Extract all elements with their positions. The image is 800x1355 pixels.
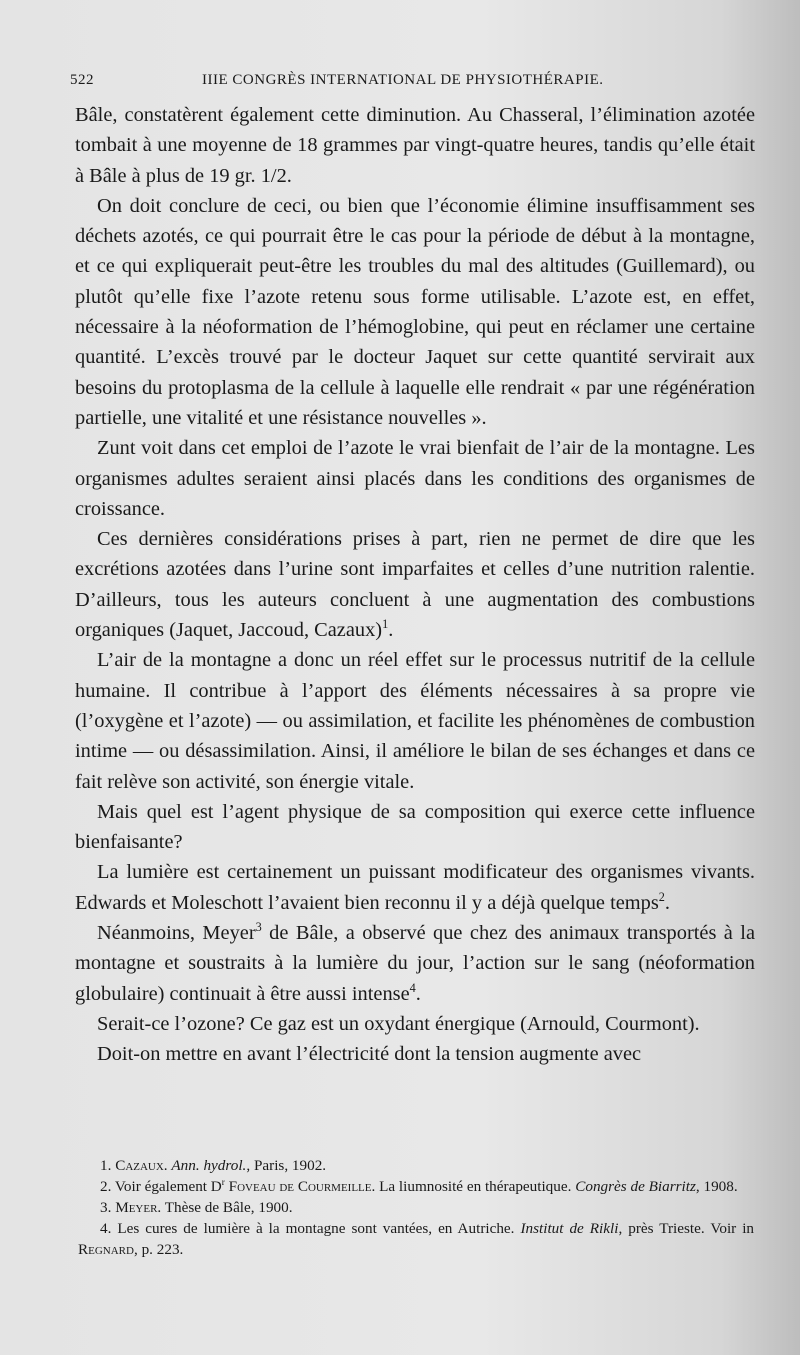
footnote: 4. Les cures de lumière à la montagne sont vantées, en Autriche. Institut de Rikli, près Trieste. Voir in Regnard, p. 223. — [78, 1220, 755, 1258]
page-number: 522 — [70, 72, 94, 88]
running-title: IIIE CONGRÈS INTERNATIONAL DE PHYSIOTHÉRAPIE. — [202, 72, 604, 88]
footnote-ref: 2 — [658, 889, 665, 904]
footnote: 1. Cazaux. Ann. hydrol., Paris, 1902. — [100, 1157, 327, 1174]
body-text — [75, 100, 755, 1070]
footnote-ref: 1 — [382, 617, 389, 632]
paragraph: Mais quel est l’agent physique de sa composition qui exerce cette influence bienfaisante? — [75, 800, 755, 854]
paragraph: Ces dernières considérations prises à part, rien ne permet de dire que les excrétions azotées dans l’urine sont imparfaites et celles d’une nutrition ralentie. D’ailleurs, tous les auteurs concluent à une augmentation des combustions organiques (Jaquet, Jaccoud, Cazaux)$^1$. — [75, 528, 755, 642]
paragraph: La lumière est certainement un puissant modificateur des organismes vivants. Edwards et Moleschott l’avaient bien reconnu il y a déjà quelque temps$^2$. — [75, 861, 755, 914]
footnote-ref: 4 — [409, 980, 416, 995]
footnote-ref: 3 — [255, 920, 262, 935]
paragraph: L’air de la montagne a donc un réel effet sur le processus nutritif de la cellule humaine. Il contribue à l’apport des éléments nécessaires à sa propre vie (l’oxygène et l’azote) — ou assimilation, et facilite les phénomènes de combustion intime — ou désassimilation. Ainsi, il améliore le bilan de ses échanges et dans ce fait relève son activité, son énergie vitale. — [75, 649, 755, 793]
footnotes — [78, 1155, 754, 1260]
paragraph: Bâle, constatèrent également cette diminution. Au Chasseral, l’élimination azotée tombait à une moyenne de 18 grammes par vingt-quatre heures, tandis qu’elle était à Bâle à plus de 19 gr. 1/2. — [75, 104, 755, 187]
paragraph: Doit-on mettre en avant l’électricité dont la tension augmente avec — [97, 1043, 642, 1066]
footnote: 2. Voir également $D^r$ Foveau de Courmeille. La liumnosité en thérapeutique. Congrès de Biarritz, 1908. — [100, 1176, 738, 1195]
paragraph: Zunt voit dans cet emploi de l’azote le vrai bienfait de l’air de la montagne. Les organismes adultes seraient ainsi placés dans les conditions des organismes de croissance. — [75, 437, 755, 520]
paragraph: Néanmoins, Meyer$^3$ de Bâle, a observé que chez des animaux transportés à la montagne et soustraits à la lumière du jour, l’action sur le sang (néoformation globulaire) continuait à être aussi intense$^4$. — [75, 920, 755, 1005]
paragraph: Serait-ce l’ozone? Ce gaz est un oxydant énergique (Arnould, Courmont). — [97, 1012, 700, 1035]
paragraph: On doit conclure de ceci, ou bien que l’économie élimine insuffisamment ses déchets azotés, ce qui pourrait être le cas pour la période de début à la montagne, et ce qui expliquerait peut-être les troubles du mal des altitudes (Guillemard), ou plutôt qu’elle fixe l’azote retenu sous forme utilisable. L’azote est, en effet, nécessaire à la néoformation de l’hémoglobine, qui peut en réclamer une certaine quantité. L’excès trouvé par le docteur Jaquet sur cette quantité servirait aux besoins du protoplasma de la cellule à laquelle elle rendrait « par une régénération partielle, une vitalité et une résistance nouvelles ». — [75, 194, 755, 429]
footnote: 3. Meyer. Thèse de Bâle, 1900. — [100, 1199, 293, 1216]
